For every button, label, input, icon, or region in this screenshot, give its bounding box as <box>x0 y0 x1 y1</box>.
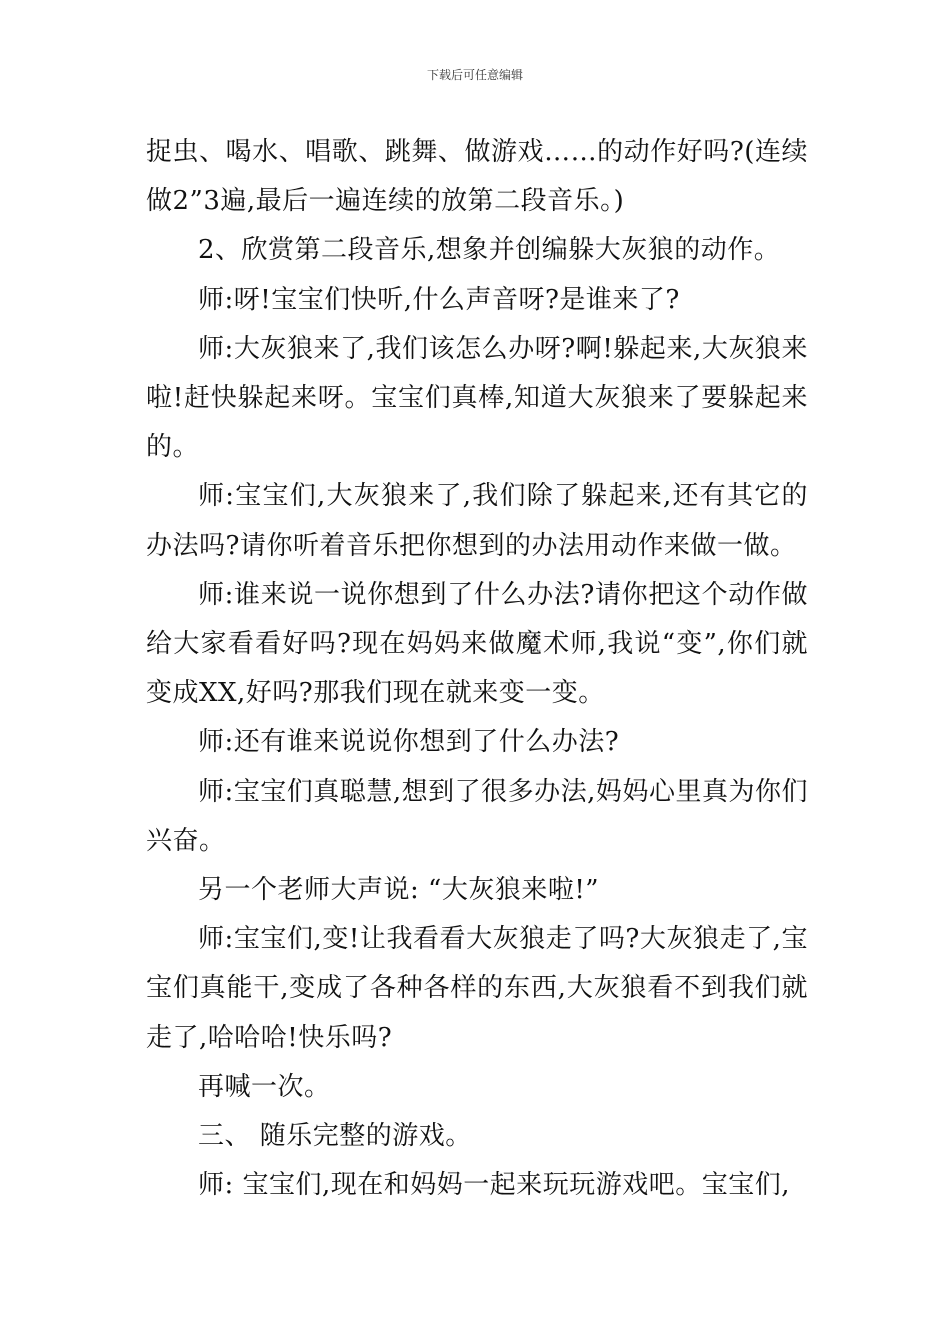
paragraph-1: 捉虫、喝水、唱歌、跳舞、做游戏……的动作好吗?(连续做2”3遍,最后一遍连续的放第二段音乐。) <box>146 137 808 217</box>
paragraph-6: 师:谁来说一说你想到了什么办法?请你把这个动作做给大家看看好吗?现在妈妈来做魔术师,我说“变”,你们就变成XX,好吗?那我们现在就来变一变。 <box>146 579 808 709</box>
paragraph-11: 再喊一次。 <box>198 1071 331 1102</box>
page-header: 下载后可任意编辑 <box>426 68 523 82</box>
paragraph-4: 师:大灰狼来了,我们该怎么办呀?啊!躲起来,大灰狼来啦!赶快躲起来呀。宝宝们真棒,知道大灰狼来了要躲起来的。 <box>146 333 808 463</box>
paragraph-13: 师: 宝宝们,现在和妈妈一起来玩玩游戏吧。宝宝们, <box>198 1170 791 1201</box>
paragraph-5: 师:宝宝们,大灰狼来了,我们除了躲起来,还有其它的办法吗?请你听着音乐把你想到的办法用动作来做一做。 <box>146 481 808 561</box>
paragraph-12: 三、 随乐完整的游戏。 <box>198 1121 472 1152</box>
paragraph-8: 师:宝宝们真聪慧,想到了很多办法,妈妈心里真为你们兴奋。 <box>146 776 808 856</box>
paragraph-9: 另一个老师大声说: “大灰狼来啦!” <box>198 875 600 906</box>
paragraph-3: 师:呀!宝宝们快听,什么声音呀?是谁来了? <box>198 284 680 315</box>
paragraph-7: 师:还有谁来说说你想到了什么办法? <box>198 727 620 758</box>
paragraph-2: 2、欣赏第二段音乐,想象并创编躲大灰狼的动作。 <box>198 235 781 266</box>
document-body <box>146 128 808 1210</box>
paragraph-10: 师:宝宝们,变!让我看看大灰狼走了吗?大灰狼走了,宝宝们真能干,变成了各种各样的东西,大灰狼看不到我们就走了,哈哈哈!快乐吗? <box>146 924 808 1053</box>
